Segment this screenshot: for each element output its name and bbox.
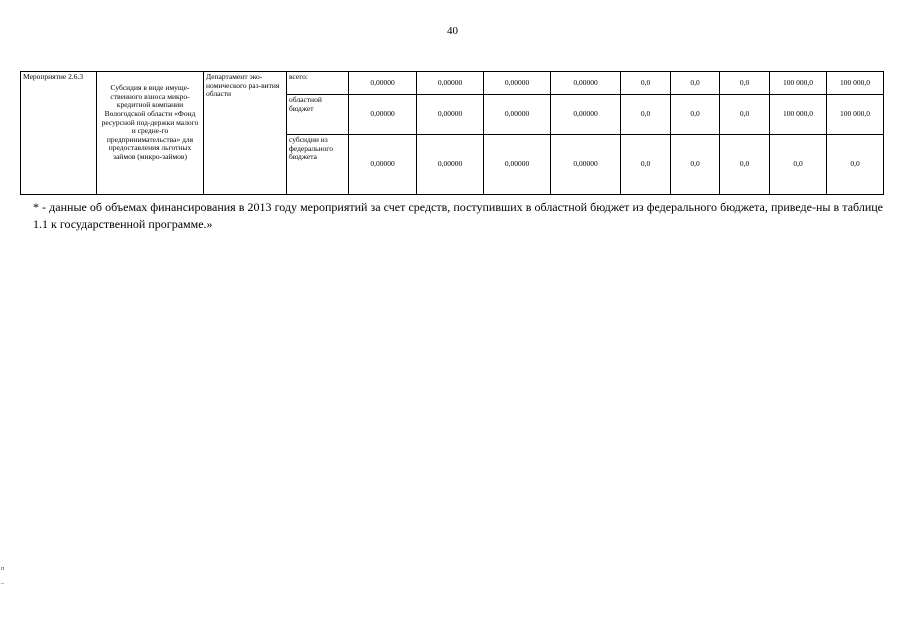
table-row [21, 72, 884, 95]
financing-table [20, 71, 884, 195]
value-cell: 0,00000 [484, 135, 551, 195]
value-cell: 0,00000 [484, 95, 551, 135]
executor-cell: Департамент эко-номического раз-вития области [204, 72, 287, 195]
source-cell: субсидии из федерального бюджета [287, 135, 349, 195]
value-cell: 0,0 [671, 95, 720, 135]
margin-mark: п [1, 566, 5, 572]
value-cell: 0,0 [671, 72, 720, 95]
value-cell: 0,0 [621, 72, 671, 95]
value-cell: 0,0 [621, 135, 671, 195]
value-cell: 0,00000 [349, 95, 417, 135]
value-cell: 0,00000 [551, 135, 621, 195]
description-text: Субсидия в виде имуще-ственного взноса микро-кредитной компании Вологодской области «Фонд ресурсной под-держки малого и средне-го предпринимательства» для предоставления льготных займов (микро-займов) [101, 83, 199, 161]
value-cell: 0,0 [720, 95, 770, 135]
source-cell: всего: [287, 72, 349, 95]
value-cell: 0,00000 [551, 95, 621, 135]
value-cell: 0,0 [621, 95, 671, 135]
value-cell: 0,00000 [551, 72, 621, 95]
value-cell: 100 000,0 [827, 72, 884, 95]
value-cell: 0,00000 [349, 72, 417, 95]
page-number: 40 [447, 25, 458, 37]
value-cell: 0,0 [720, 72, 770, 95]
value-cell: 0,00000 [417, 135, 484, 195]
value-cell: 100 000,0 [770, 95, 827, 135]
source-cell: областной бюджет [287, 95, 349, 135]
value-cell: 0,0 [827, 135, 884, 195]
value-cell: 0,0 [671, 135, 720, 195]
event-cell: Мероприятие 2.6.3 [21, 72, 97, 195]
margin-mark: – [1, 581, 4, 587]
value-cell: 0,00000 [484, 72, 551, 95]
value-cell: 0,0 [720, 135, 770, 195]
value-cell: 0,0 [770, 135, 827, 195]
value-cell: 0,00000 [417, 95, 484, 135]
description-cell [97, 72, 204, 195]
value-cell: 0,00000 [417, 72, 484, 95]
value-cell: 0,00000 [349, 135, 417, 195]
footnote: * - данные об объемах финансирования в 2013 году мероприятий за счет средств, поступивших в областной бюджет из федерального бюджета, приведе-ны в таблице 1.1 к государственной программе.» [33, 200, 883, 232]
value-cell: 100 000,0 [827, 95, 884, 135]
value-cell: 100 000,0 [770, 72, 827, 95]
